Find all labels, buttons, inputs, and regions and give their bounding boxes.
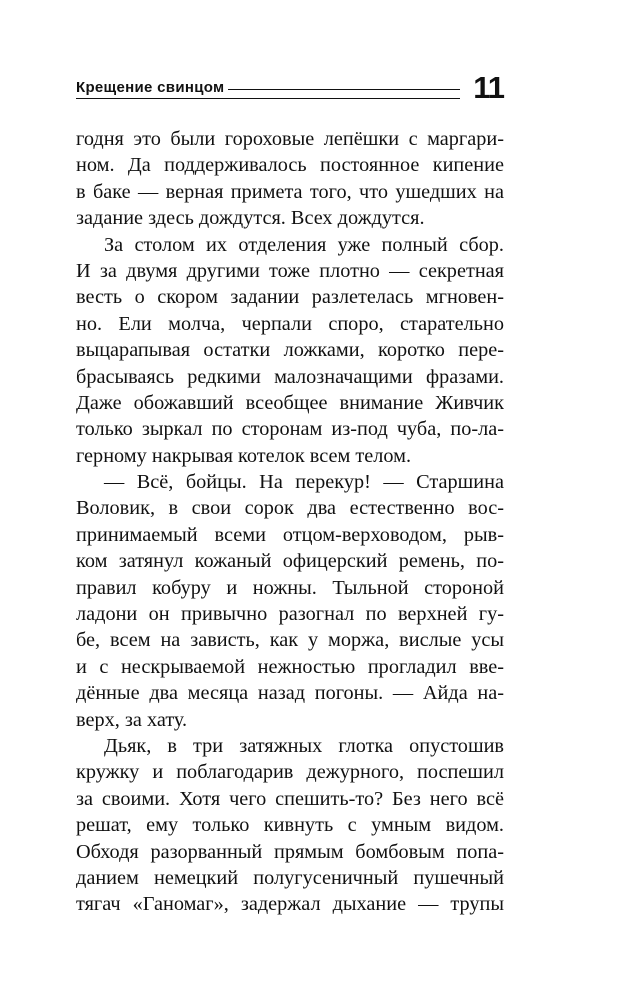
text-line: ком затянул кожаный офицерский ремень, по- — [76, 550, 504, 573]
text-line: Даже обожавший всеобщее внимание Живчик — [76, 391, 504, 414]
text-line: за своими. Хотя чего спешить-то? Без него всё — [76, 787, 504, 810]
text-line: — Всё, бойцы. На перекур! — Старшина — [104, 471, 504, 494]
text-line: но. Ели молча, черпали споро, старательно — [76, 312, 504, 335]
text-line: Обходя разорванный прямым бомбовым попа- — [76, 840, 504, 863]
text-line: годня это были гороховые лепёшки с маргари- — [76, 128, 504, 150]
text-line: кружку и поблагодарив дежурного, поспешил — [76, 761, 504, 784]
body-text — [76, 126, 504, 918]
text-line: За столом их отделения уже полный сбор. — [104, 233, 504, 256]
text-line: верх, за хату. — [76, 708, 188, 731]
text-line: правил кобуру и ножны. Тыльной стороной — [76, 576, 504, 599]
text-line: и с нескрываемой нежностью прогладил вве- — [76, 655, 504, 678]
text-line: задание здесь дождутся. Всех дождутся. — [76, 207, 425, 230]
text-line: ладони он привычно разогнал по верхней гу- — [76, 603, 504, 626]
text-line: И за двумя другими тоже плотно — секретная — [76, 259, 504, 282]
text-line: герному накрывая котелок всем телом. — [76, 444, 412, 467]
text-line: принимаемый всеми отцом-верховодом, рыв- — [76, 523, 504, 546]
running-head-title: Крещение свинцом — [76, 79, 228, 96]
text-line: дённые два месяца назад погоны. — Айда на- — [76, 682, 504, 705]
text-line: в баке — верная примета того, что ушедших на — [76, 180, 504, 203]
running-head — [76, 72, 504, 106]
text-line: бе, всем на зависть, как у моржа, вислые усы — [76, 629, 504, 652]
text-line: тягач «Ганомаг», задержал дыхание — трупы — [76, 893, 504, 916]
text-line: Дьяк, в три затяжных глотка опустошив — [104, 734, 504, 757]
text-line: Воловик, в свои сорок два естественно вос- — [76, 497, 504, 520]
text-line: данием немецкий полугусеничный пушечный — [76, 866, 504, 889]
text-line: решат, ему только кивнуть с умным видом. — [76, 814, 504, 837]
page-number: 11 — [473, 70, 504, 105]
text-line: весть о скором задании разлетелась мгновен- — [76, 286, 504, 309]
text-line: ном. Да поддерживалось постоянное кипение — [76, 154, 504, 177]
text-line: брасываясь редкими малозначащими фразами. — [76, 365, 504, 388]
text-line: только зыркал по сторонам из-под чуба, по-ла- — [76, 418, 504, 441]
text-line: выцарапывая остатки ложками, коротко пере- — [76, 339, 504, 362]
running-head-rule-bottom — [76, 98, 460, 99]
